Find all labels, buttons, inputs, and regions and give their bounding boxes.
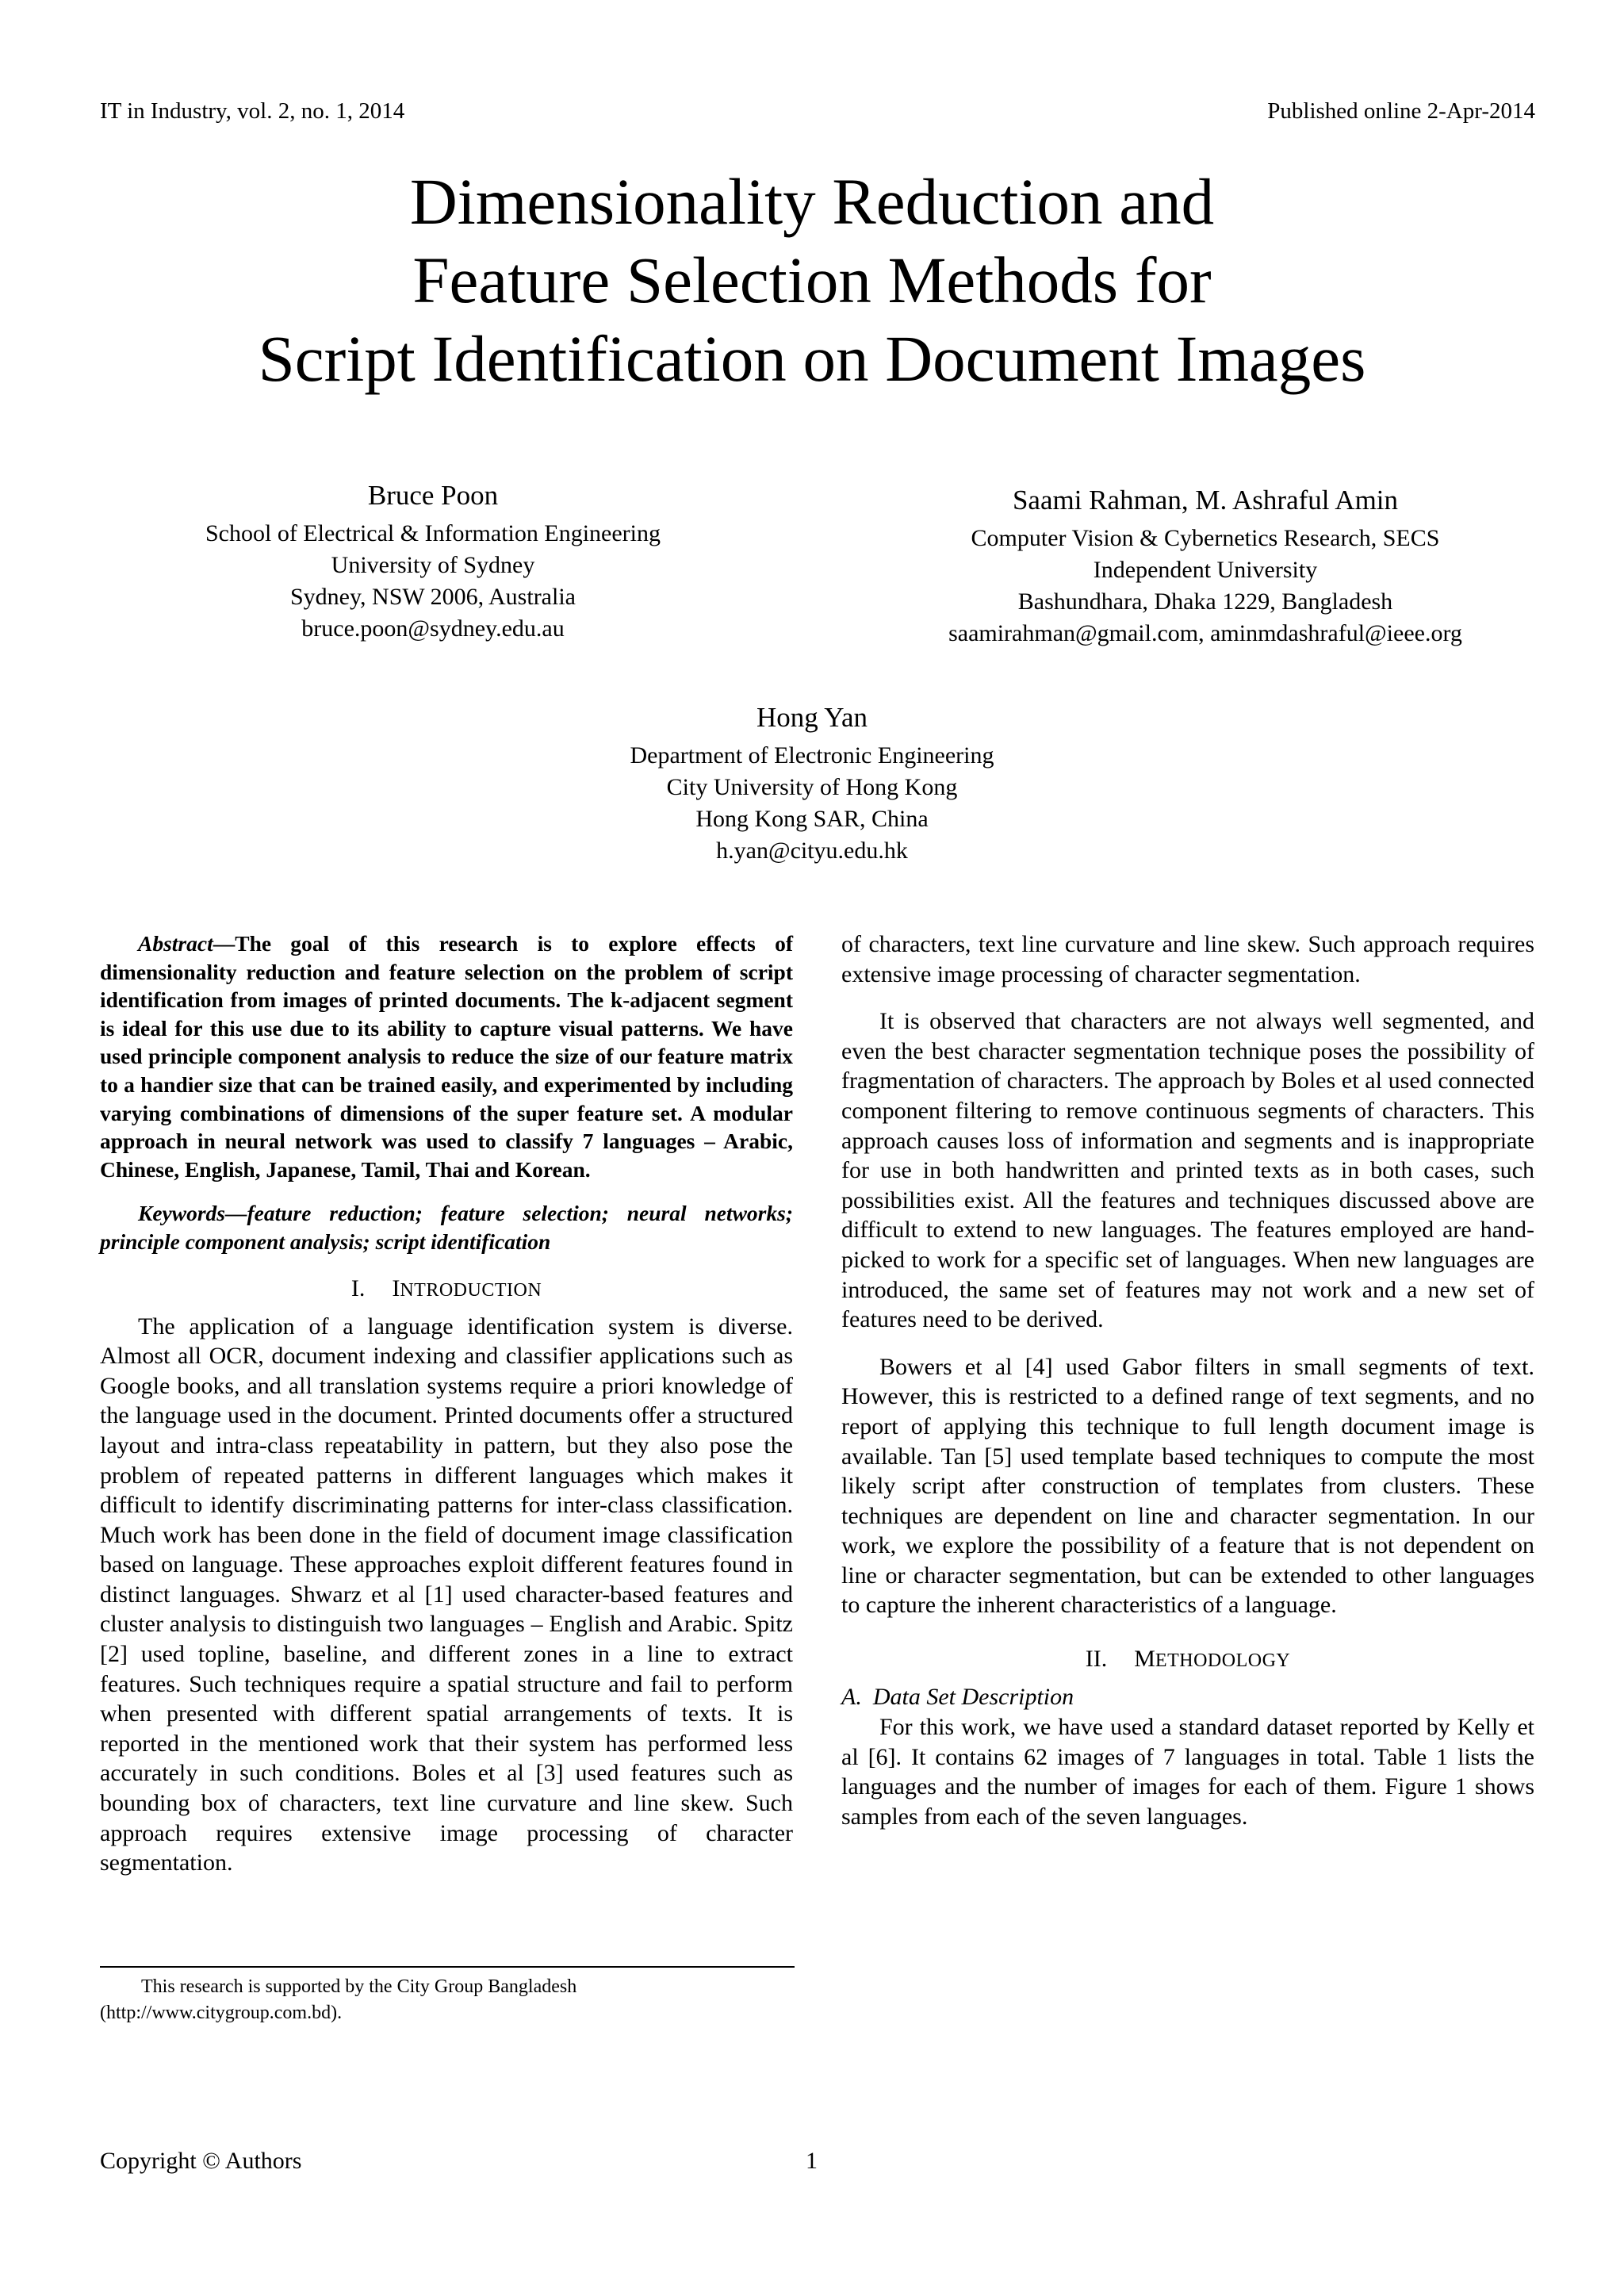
author-address: Sydney, NSW 2006, Australia — [290, 584, 576, 610]
copyright-footer: Copyright © Authors — [100, 2148, 302, 2174]
section-initial: M — [1134, 1646, 1155, 1673]
page-number: 1 — [806, 2148, 818, 2174]
abstract-label: Abstract — [138, 931, 213, 956]
journal-header: IT in Industry, vol. 2, no. 1, 2014 — [100, 98, 405, 124]
author-affiliation: Department of Electronic Engineering — [630, 742, 994, 769]
author-block — [116, 478, 750, 645]
body-paragraph: It is observed that characters are not always well segmented, and even the best character segmentation technique poses the possibility of fragmentation of characters. The approach by Boles et al used connected component filtering to remove continuous segments of characters. This approach causes loss of information and segments and is inappropriate for use in both handwritten and printed texts as in both cases, such possibilities exist. All the features and techniques discussed above are difficult to extend to new languages. The features employed are hand-picked to work for a specific set of languages. When new languages are introduced, the same set of features may not work and a new set of features need to be derived. — [841, 1008, 1534, 1333]
author-affiliation: City University of Hong Kong — [666, 774, 958, 800]
footnote-rule — [100, 1966, 795, 1968]
author-block — [495, 700, 1129, 867]
body-paragraph: For this work, we have used a standard dataset reported by Kelly et al [6]. It contains 62 images of 7 languages in total. Table 1 lists the languages and the number of images for each of them. Figure 1 shows samples from each of the seven languages. — [841, 1714, 1534, 1830]
author-address: Bashundhara, Dhaka 1229, Bangladesh — [1017, 588, 1393, 615]
author-name: Bruce Poon — [367, 480, 499, 511]
abstract — [100, 930, 793, 1183]
author-name: Hong Yan — [756, 702, 868, 733]
paper-title — [0, 163, 1624, 398]
section-title: ETHODOLOGY — [1155, 1650, 1291, 1672]
author-block — [825, 483, 1586, 650]
subsection-title: Data Set Description — [872, 1684, 1074, 1711]
footnote-line: This research is supported by the City Group Bangladesh — [141, 1976, 577, 1997]
subsection-heading — [841, 1682, 1534, 1712]
author-name: Saami Rahman, M. Ashraful Amin — [1012, 485, 1399, 516]
section-heading-methodology — [841, 1644, 1534, 1676]
title-line: Feature Selection Methods for — [412, 243, 1212, 316]
section-heading-introduction — [100, 1274, 793, 1305]
publication-date: Published online 2-Apr-2014 — [1267, 98, 1535, 124]
body-paragraph-continued: of characters, text line curvature and line skew. Such approach requires extensive image processing of character segmentation. — [841, 931, 1534, 987]
keywords-text: —feature reduction; feature selection; neural networks; principle component analysis; script identification — [100, 1201, 793, 1254]
author-affiliation: University of Sydney — [331, 552, 535, 578]
footnote — [100, 1974, 795, 2026]
keywords — [100, 1199, 793, 1255]
author-email: saamirahman@gmail.com, aminmdashraful@ieee.org — [948, 620, 1462, 646]
subsection-label: A. — [841, 1684, 862, 1711]
title-line: Dimensionality Reduction and — [409, 165, 1215, 238]
author-affiliation: Computer Vision & Cybernetics Research, SECS — [971, 525, 1440, 551]
abstract-dash: — — [213, 931, 236, 956]
body-paragraph: The application of a language identification system is diverse. Almost all OCR, document indexing and classifier applications such as Google books, and all translation systems require a priori knowledge of the language used in the document. Printed documents offer a structured layout and intra-class repeatability in pattern, but they also pose the problem of repeated patterns in different languages which makes it difficult to identify discriminating patterns for inter-class classification. Much work has been done in the field of document image classification based on language. These approaches exploit different features found in distinct languages. Shwarz et al [1] used character-based features and cluster analysis to distinguish two languages – English and Arabic. Spitz [2] used topline, baseline, and different zones in a line to extract features. Such techniques require a spatial structure and fail to perform when presented with different spatial arrangements of texts. It is reported in the mentioned work that their system has performed less accurately in such conditions. Boles et al [3] used features such as bounding box of characters, text line curvature and line skew. Such approach requires extensive image processing of character segmentation. — [100, 1313, 793, 1876]
author-email: bruce.poon@sydney.edu.au — [301, 615, 565, 642]
abstract-text: The goal of this research is to explore effects of dimensionality reduction and feature selection on the problem of script identification from images of printed documents. The k-adjacent segment is ideal for this use due to its ability to capture visual patterns. We have used principle component analysis to reduce the size of our feature matrix to a handier size that can be trained easily, and experimented by including varying combinations of dimensions of the super feature set. A modular approach in neural network was used to classify 7 languages – Arabic, Chinese, English, Japanese, Tamil, Thai and Korean. — [100, 931, 793, 1182]
section-title: NTRODUCTION — [400, 1279, 542, 1301]
author-address: Hong Kong SAR, China — [695, 806, 929, 832]
section-number: II. — [1085, 1646, 1108, 1673]
author-affiliation: Independent University — [1093, 557, 1318, 583]
right-column — [841, 930, 1534, 1831]
footnote-link: (http://www.citygroup.com.bd). — [100, 2003, 343, 2023]
left-column — [100, 930, 793, 1876]
author-email: h.yan@cityu.edu.hk — [716, 838, 908, 864]
body-paragraph: Bowers et al [4] used Gabor filters in small segments of text. However, this is restricted to a defined range of text segments, and no report of applying this technique to full length document image is available. Tan [5] used template based techniques to compute the most likely script after construction of templates from clusters. These techniques are dependent on line and character segmentation. In our work, we explore the possibility of a feature that is not dependent on line or character segmentation, but can be extended to other languages to capture the inherent characteristics of a language. — [841, 1353, 1534, 1619]
author-affiliation: School of Electrical & Information Engineering — [205, 520, 661, 546]
keywords-label: Keywords — [138, 1201, 225, 1226]
section-initial: I — [392, 1274, 400, 1301]
section-number: I. — [350, 1274, 366, 1301]
title-line: Script Identification on Document Images — [258, 322, 1366, 395]
